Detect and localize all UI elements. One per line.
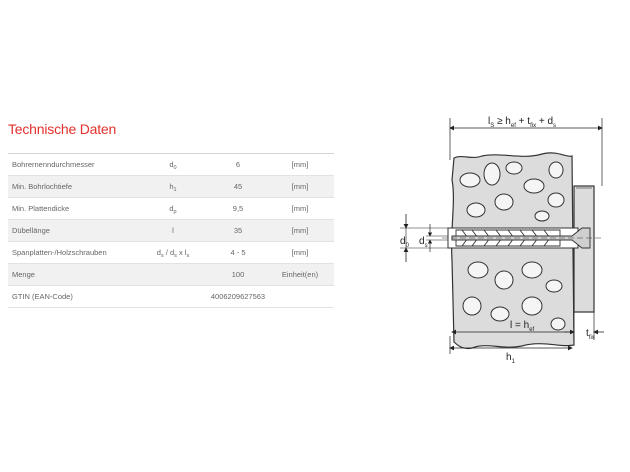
- row-unit: [mm]: [291, 248, 309, 257]
- row-value: 6: [235, 160, 241, 169]
- row-value: 9,5: [232, 204, 244, 213]
- row-symbol: $d_p$: [169, 204, 177, 215]
- row-label: Bohrernenndurchmesser: [12, 160, 95, 169]
- row-value: 100: [231, 270, 245, 279]
- row-symbol: $d_0$: [169, 160, 177, 171]
- row-unit: [mm]: [291, 204, 309, 213]
- row-label: Menge: [12, 270, 35, 279]
- gtin-value: 4006209627563: [210, 292, 266, 301]
- table-row: [8, 264, 334, 286]
- installation-diagram: [392, 110, 622, 365]
- label-tfix: $t_{fix}$: [586, 328, 595, 341]
- label-h1: $h_1$: [506, 352, 515, 365]
- row-value: 35: [233, 226, 243, 235]
- row-value: 45: [233, 182, 243, 191]
- row-symbol: $h_1$: [169, 182, 177, 193]
- table-row: [8, 176, 334, 198]
- row-unit: [mm]: [291, 226, 309, 235]
- row-label: Dübellänge: [12, 226, 50, 235]
- row-value: 4 - 5: [230, 248, 246, 257]
- row-symbol: l: [172, 226, 174, 235]
- row-label: Min. Bohrlochtiefe: [12, 182, 73, 191]
- row-unit: Einheit(en): [281, 270, 319, 279]
- table-row-gtin: [8, 286, 334, 308]
- label-ds: $d_s$: [419, 236, 428, 249]
- row-unit: [mm]: [291, 182, 309, 191]
- formula-ls: $l_S \ge h_{ef} + t_{fix} + d_s$: [488, 116, 557, 129]
- row-symbol: $d_s / d_s$ x $l_s$: [156, 248, 190, 259]
- table-row: [8, 242, 334, 264]
- table-row: [8, 154, 334, 176]
- row-label: GTIN (EAN-Code): [12, 292, 73, 301]
- label-d0: $d_0$: [400, 236, 409, 249]
- table-row: [8, 198, 334, 220]
- label-l-hef: $l = h_{ef}$: [510, 320, 535, 333]
- row-label: Spanplatten-/Holzschrauben: [12, 248, 107, 257]
- row-label: Min. Plattendicke: [12, 204, 70, 213]
- row-unit: [mm]: [291, 160, 309, 169]
- section-title: Technische Daten: [8, 121, 117, 137]
- tech-data-table: [8, 153, 334, 308]
- fixture-plate: [574, 186, 594, 312]
- table-row: [8, 220, 334, 242]
